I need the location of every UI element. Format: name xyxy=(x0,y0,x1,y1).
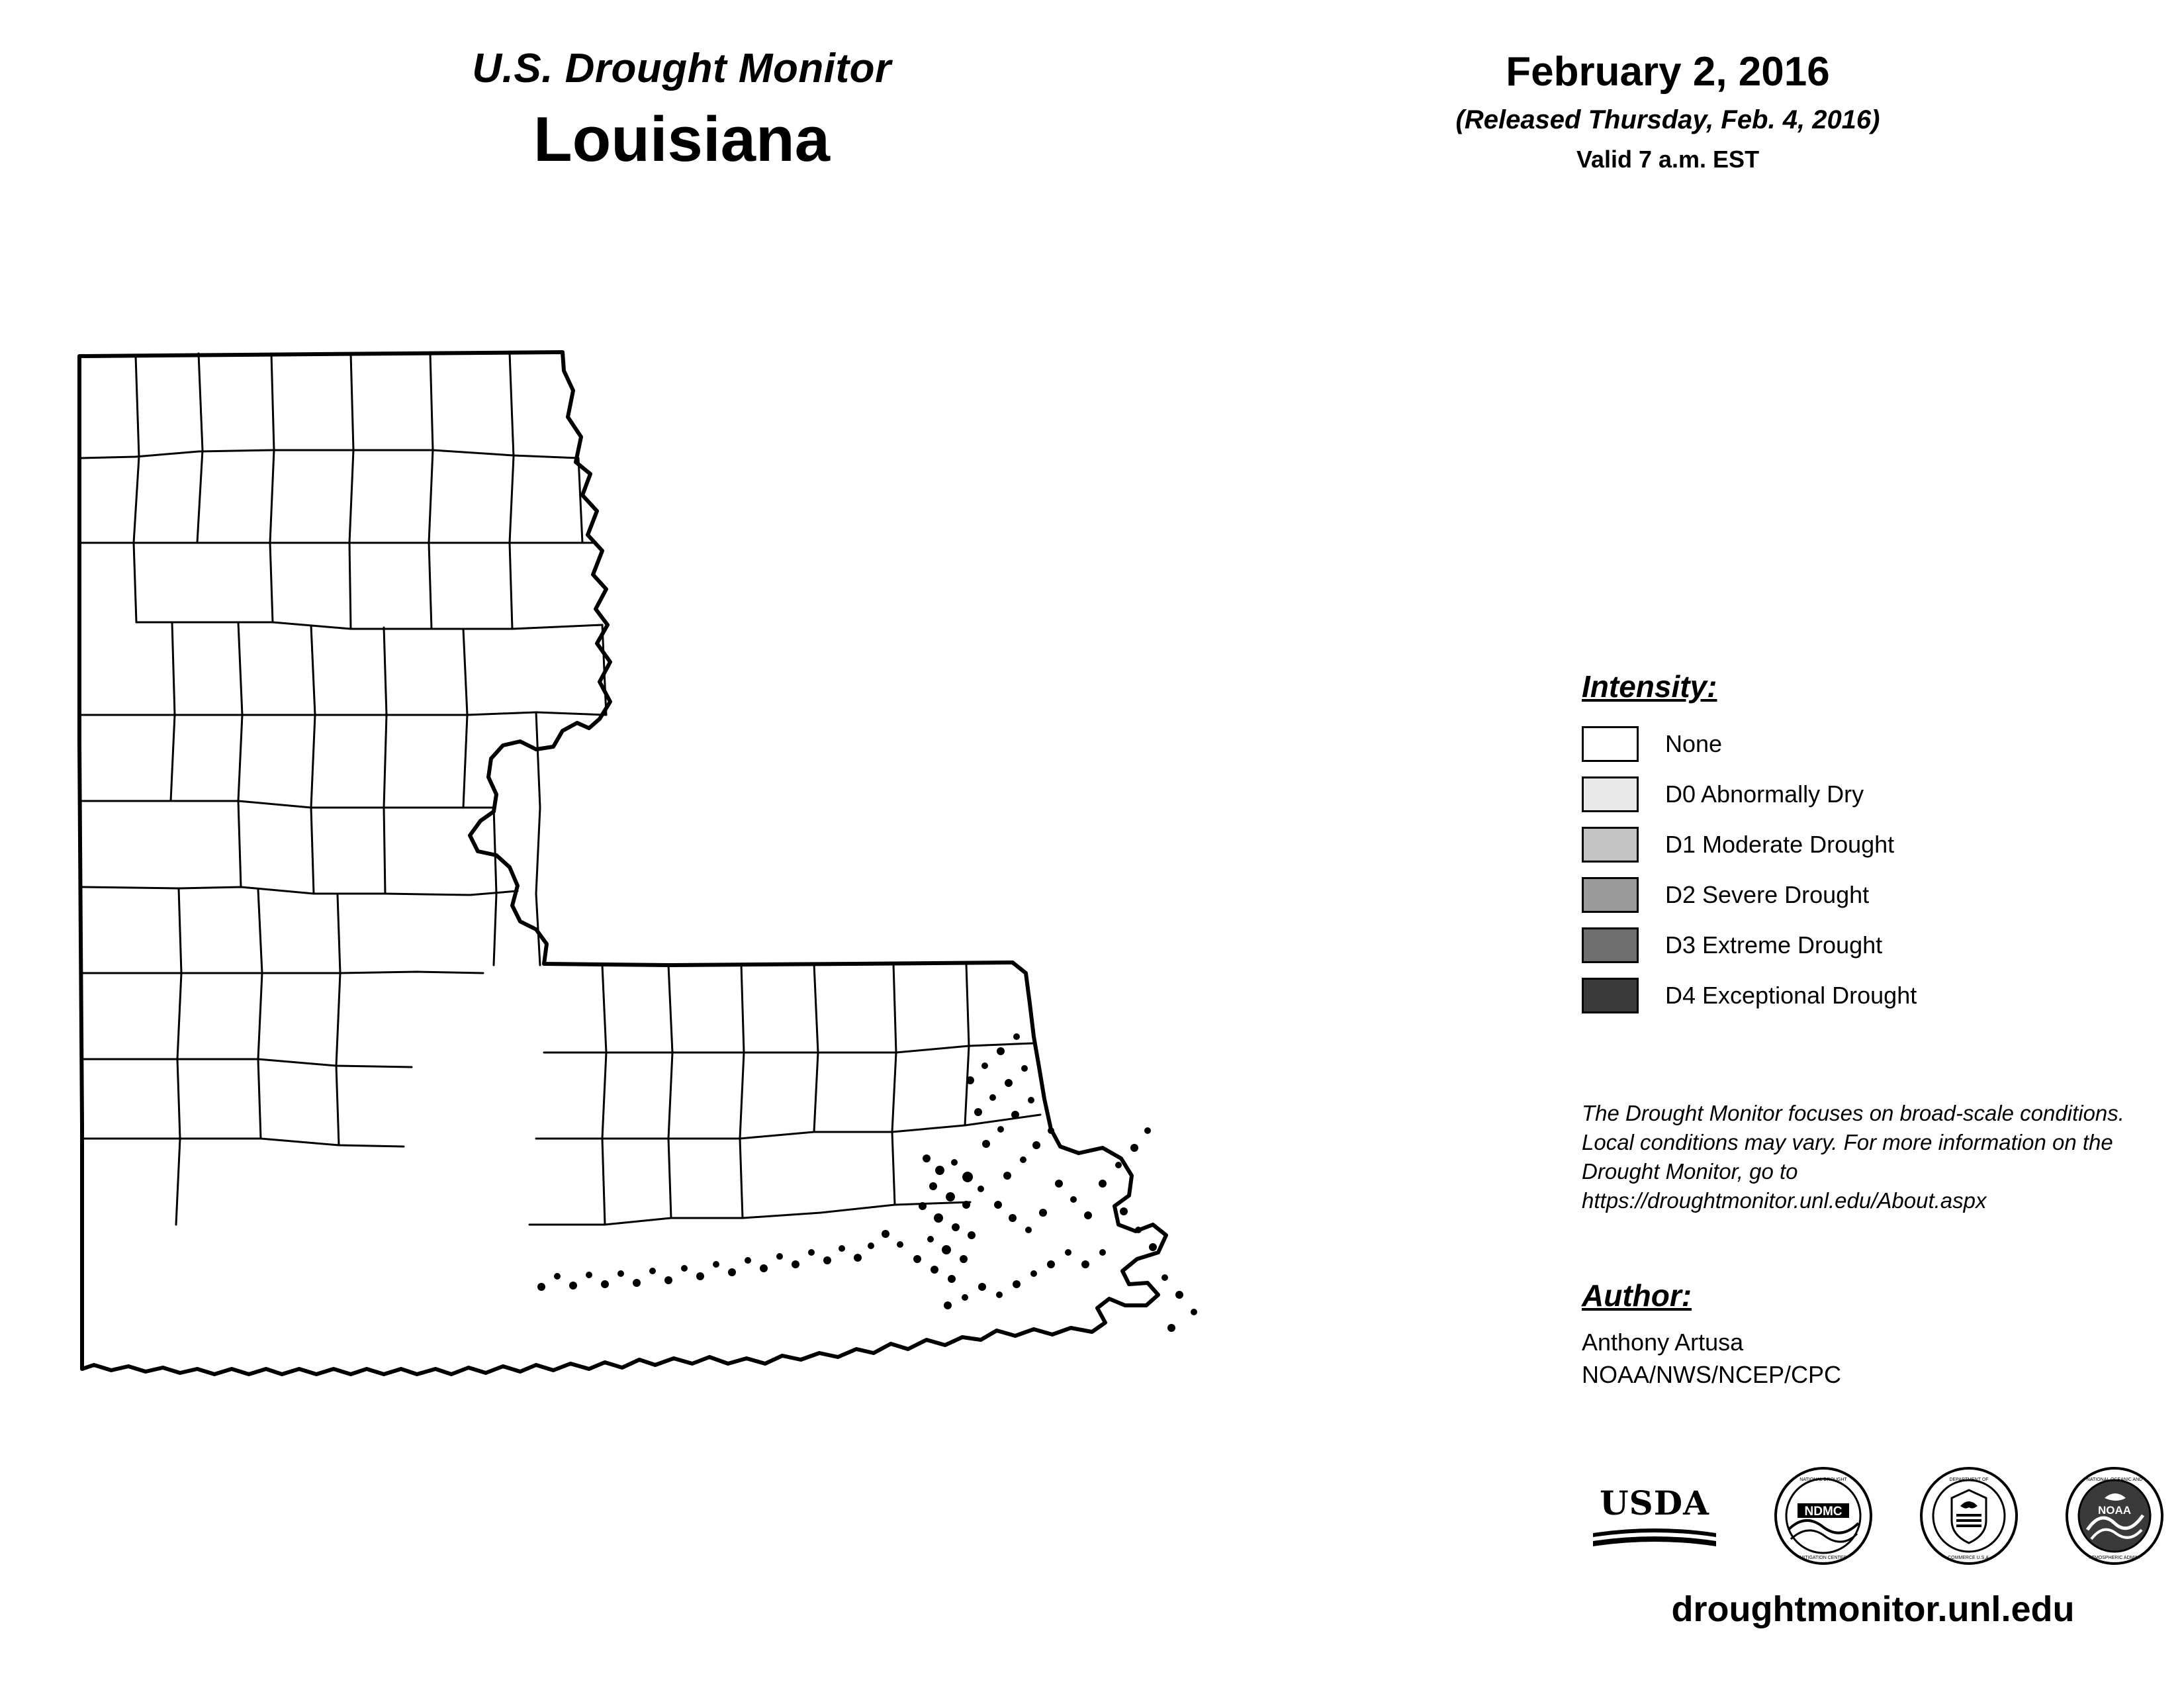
usda-logo-mark xyxy=(1592,1526,1717,1549)
header-date-block xyxy=(1324,50,2012,173)
ndmc-logo xyxy=(1774,1466,1873,1566)
noaa-logo-text: NOAA xyxy=(2097,1504,2132,1517)
legend xyxy=(1582,669,2151,1021)
louisiana-drought-map[interactable] xyxy=(73,344,1516,1635)
legend-swatch-none xyxy=(1582,726,1639,762)
legend-item-d0 xyxy=(1582,769,2151,820)
legend-heading: Intensity: xyxy=(1582,669,1717,704)
legend-item-d1 xyxy=(1582,820,2151,870)
legend-label-d0: D0 Abnormally Dry xyxy=(1665,780,1864,808)
svg-text:DEPARTMENT OF: DEPARTMENT OF xyxy=(1949,1477,1989,1482)
svg-text:NATIONAL OCEANIC AND: NATIONAL OCEANIC AND xyxy=(2086,1477,2143,1482)
legend-label-none: None xyxy=(1665,730,1723,757)
ndmc-logo-text: NDMC xyxy=(1804,1505,1843,1519)
disclaimer-text: The Drought Monitor focuses on broad-scale conditions. Local conditions may vary. For more information on the Drought Monitor, go to https://droughtmonitor.unl.edu/About.aspx xyxy=(1582,1101,2124,1213)
page-title: Louisiana xyxy=(533,104,831,175)
usda-logo-text: USDA xyxy=(1600,1483,1709,1523)
legend-label-d2: D2 Severe Drought xyxy=(1665,881,1870,908)
noaa-logo xyxy=(2065,1466,2164,1566)
legend-item-d4 xyxy=(1582,970,2151,1021)
valid-time: Valid 7 a.m. EST xyxy=(1576,146,1760,173)
legend-label-d3: D3 Extreme Drought xyxy=(1665,931,1883,959)
logo-row xyxy=(1582,1456,2164,1575)
legend-swatch-d2 xyxy=(1582,877,1639,913)
legend-item-d2 xyxy=(1582,870,2151,920)
legend-item-d3 xyxy=(1582,920,2151,970)
author-name: Anthony Artusa xyxy=(1582,1329,1744,1356)
svg-text:COMMERCE U.S.A.: COMMERCE U.S.A. xyxy=(1948,1556,1990,1560)
legend-item-none xyxy=(1582,719,2151,769)
svg-text:NATIONAL DROUGHT: NATIONAL DROUGHT xyxy=(1799,1477,1847,1482)
legend-swatch-d0 xyxy=(1582,776,1639,812)
program-title: U.S. Drought Monitor xyxy=(472,46,891,91)
author-panel xyxy=(1582,1278,2151,1391)
header-title-block xyxy=(285,46,1079,177)
author-heading: Author: xyxy=(1582,1278,1692,1313)
legend-swatch-d4 xyxy=(1582,978,1639,1013)
legend-swatch-d3 xyxy=(1582,927,1639,963)
svg-text:ATMOSPHERIC ADMIN.: ATMOSPHERIC ADMIN. xyxy=(2089,1556,2140,1560)
release-date: (Released Thursday, Feb. 4, 2016) xyxy=(1455,105,1880,135)
valid-date: February 2, 2016 xyxy=(1506,49,1830,95)
legend-swatch-d1 xyxy=(1582,827,1639,863)
state-outline xyxy=(79,352,1166,1374)
legend-label-d1: D1 Moderate Drought xyxy=(1665,831,1895,858)
svg-text:MITIGATION CENTER: MITIGATION CENTER xyxy=(1799,1556,1847,1560)
author-affiliation: NOAA/NWS/NCEP/CPC xyxy=(1582,1360,1842,1388)
legend-label-d4: D4 Exceptional Drought xyxy=(1665,982,1917,1009)
map-svg xyxy=(73,344,1516,1635)
footer-url[interactable]: droughtmonitor.unl.edu xyxy=(1671,1589,2075,1629)
usdc-logo xyxy=(1919,1466,2019,1566)
usda-logo xyxy=(1582,1476,1727,1556)
